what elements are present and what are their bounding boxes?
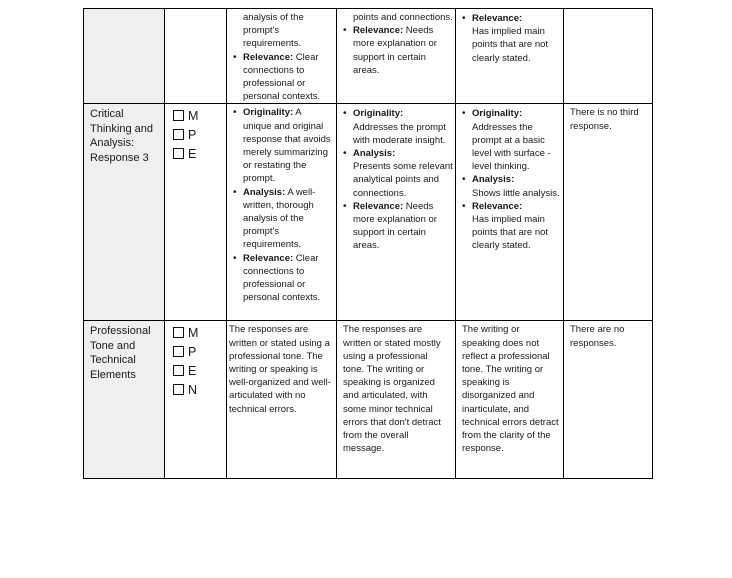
- checkbox-icon[interactable]: [173, 148, 184, 159]
- list-item: • Analysis: A well-written, thorough analysis of the prompt's requirements.: [229, 186, 332, 252]
- list-item: • Relevance: Clear connections to professional or personal contexts.: [229, 252, 332, 305]
- continuation-text: Presents some relevant analytical points and connections.: [353, 161, 453, 199]
- not-yet-cell: [564, 321, 653, 479]
- list-item: • Relevance:: [458, 200, 559, 213]
- emerging-text: The writing or speaking does not reflect a professional tone. The writing or speaking is disorganized and inarticulate, and technical errors detract from the clarity of the response.: [462, 324, 559, 455]
- continuation-text: Has implied main points that are not clearly stated.: [472, 26, 549, 64]
- criterion-cell: [84, 321, 165, 479]
- not-yet-cell: [564, 104, 653, 321]
- checkbox-icon[interactable]: [173, 129, 184, 140]
- rating-option-p[interactable]: P: [173, 342, 226, 361]
- proficient-cell: [337, 9, 456, 104]
- criterion-cell: [84, 104, 165, 321]
- rating-cell: [165, 104, 227, 321]
- rating-option-e[interactable]: E: [173, 144, 226, 163]
- list-item: • Relevance:: [458, 12, 559, 25]
- emerging-cell: [456, 9, 564, 104]
- list-item: • Originality:: [339, 107, 451, 120]
- list-item: • Originality:: [458, 107, 559, 120]
- continuation-text: Addresses the prompt at a basic level with surface -level thinking.: [472, 121, 551, 173]
- list-item: • Relevance: Clear connections to professional or personal contexts.: [229, 51, 332, 104]
- mastery-cell: [227, 104, 337, 321]
- rubric-row-critical-thinking: [84, 104, 653, 321]
- checkbox-icon[interactable]: [173, 110, 184, 121]
- rating-cell: [165, 321, 227, 479]
- mastery-text: The responses are written or stated using a professional tone. The writing or speaking is well-organized and well-articulated with no technical errors.: [229, 324, 331, 415]
- rating-option-m[interactable]: M: [173, 106, 226, 125]
- continuation-text: points and connections.: [353, 12, 453, 23]
- list-item: • Relevance: Needs more explanation or support in certain areas.: [339, 200, 451, 253]
- continuation-text: Has implied main points that are not clearly stated.: [472, 214, 549, 252]
- rubric-row-professional-tone: [84, 321, 653, 479]
- rating-option-p[interactable]: P: [173, 125, 226, 144]
- emerging-cell: [456, 321, 564, 479]
- mastery-cell: [227, 9, 337, 104]
- criterion-label: Critical Thinking and Analysis: Response 3: [90, 108, 153, 164]
- checkbox-icon[interactable]: [173, 365, 184, 376]
- rubric-table: [83, 8, 653, 479]
- rubric-row-continued: [84, 9, 653, 104]
- rating-cell: [165, 9, 227, 104]
- list-item: • Relevance: Needs more explanation or support in certain areas.: [339, 24, 451, 77]
- checkbox-icon[interactable]: [173, 384, 184, 395]
- proficient-cell: [337, 321, 456, 479]
- list-item: • Originality: A unique and original response that avoids merely summarizing or restating the prompt.: [229, 106, 332, 185]
- rating-option-n[interactable]: N: [173, 380, 226, 399]
- proficient-cell: [337, 104, 456, 321]
- checkbox-icon[interactable]: [173, 346, 184, 357]
- continuation-text: Addresses the prompt with moderate insight.: [353, 121, 446, 146]
- criterion-cell: [84, 9, 165, 104]
- list-item: • Analysis:: [339, 147, 451, 160]
- rating-option-e[interactable]: E: [173, 361, 226, 380]
- rating-option-m[interactable]: M: [173, 323, 226, 342]
- not-yet-text: There is no third response.: [570, 107, 639, 132]
- continuation-text: analysis of the prompt's requirements.: [243, 12, 304, 50]
- proficient-text: The responses are written or stated mostly using a professional tone. The writing or speaking is organized and articulated, with some minor technical errors that don't detract from the overall message.: [343, 324, 441, 455]
- emerging-cell: [456, 104, 564, 321]
- not-yet-cell: [564, 9, 653, 104]
- checkbox-icon[interactable]: [173, 327, 184, 338]
- not-yet-text: There are no responses.: [570, 324, 625, 349]
- list-item: • Analysis:: [458, 173, 559, 186]
- mastery-cell: [227, 321, 337, 479]
- criterion-label: Professional Tone and Technical Elements: [90, 325, 151, 381]
- continuation-text: Shows little analysis.: [472, 187, 560, 199]
